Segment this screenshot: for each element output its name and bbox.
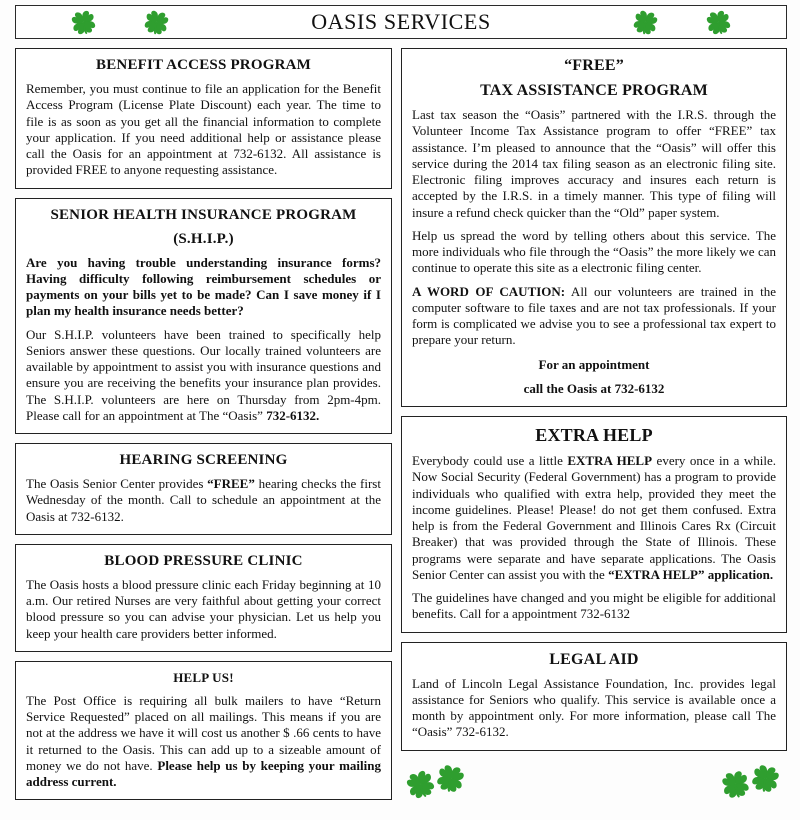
header-clovers-right <box>630 7 734 38</box>
header-clovers-left <box>68 7 172 38</box>
section-title: BLOOD PRESSURE CLINIC <box>104 552 303 569</box>
clover-icon <box>66 4 102 40</box>
clover-icon <box>138 4 175 41</box>
section-title: HEARING SCREENING <box>119 452 288 468</box>
paragraph <box>412 228 776 277</box>
paragraph <box>412 453 776 583</box>
clover-icon <box>745 757 787 799</box>
paragraph <box>26 693 381 791</box>
text-run: Are you having trouble understanding insurance forms? Having difficulty following reimbursement schedules or payments on your bills yet to be made? Can I save money if I plan my health insurance needs better? <box>26 254 381 319</box>
section-title: HELP US! <box>173 669 234 685</box>
section-blood-pressure-clinic <box>15 544 392 652</box>
section-help-us <box>15 661 392 801</box>
text-run: All our volunteers are trained in the computer software to file taxes and are not tax professionals. If your form is complicated we advise you to see a professional tax expert to prepare your return. <box>412 283 776 348</box>
text-run: every once in a while. Now Social Security (Federal Government) has a program to provide individuals who qualified with extra help, provided they meet the income guidelines. Please! Please! do not get them confused. Extra help is from the Federal Government and Illinois Cares Rx (Circuit Breaker) that was provided through the State of Illinois. These programs were separate and have separate applications. The Oasis Senior Center can assist you with the <box>412 453 776 582</box>
clover-icon <box>701 4 737 40</box>
section-extra-help <box>401 416 787 633</box>
section-senior-health-insurance-program <box>15 198 392 435</box>
bottom-clovers-right <box>718 761 783 802</box>
section-benefit-access-program <box>15 48 392 189</box>
section-title: (S.H.I.P.) <box>173 230 234 247</box>
left-column <box>15 48 392 800</box>
text-run: For an appointment <box>538 356 650 372</box>
text-run: Remember, you must continue to file an application for the Benefit Access Program (License Plate Discount) each year. The time to file is as soon as you get all the financial information to complete your application. If you need additional help or assistance please call the Oasis for an appointment at 732-6132. All assistance is provided FREE to anyone requesting assistance. <box>26 81 381 178</box>
section-title: BENEFIT ACCESS PROGRAM <box>96 57 311 73</box>
clover-icon <box>627 4 664 41</box>
text-run: Help us spread the word by telling others about this service. The more individuals who file through the “Oasis” the more likely we can continue to operate this site as a electronic filing center. <box>412 227 776 276</box>
text-run: “FREE” <box>207 476 255 491</box>
page-header <box>15 5 787 39</box>
paragraph <box>412 590 776 623</box>
section-title: TAX ASSISTANCE PROGRAM <box>480 82 708 99</box>
section-hearing-screening <box>15 443 392 535</box>
text-run: The guidelines have changed and you might be eligible for additional benefits. Call for a appointment 732-6132 <box>412 590 776 622</box>
text-run: EXTRA HELP <box>567 453 653 468</box>
paragraph <box>26 255 381 320</box>
bottom-clover-row <box>401 761 787 802</box>
paragraph <box>412 284 776 349</box>
paragraph <box>26 81 381 179</box>
paragraph <box>412 381 776 397</box>
page-title: OASIS SERVICES <box>311 9 491 34</box>
text-run: Please help us by keeping your mailing address current. <box>26 757 381 789</box>
text-run: “EXTRA HELP” application. <box>608 566 774 582</box>
text-run: Our S.H.I.P. volunteers have been trained to specifically help Seniors answer these questions. Our locally trained volunteers are available by appointment to assist you with insurance questions and ensure you are receiving the benefits your insurance plan provides. The S.H.I.P. volunteers are here on Thursday from 2pm-4pm. Please call for an appointment at The “Oasis” <box>26 326 381 423</box>
section-free-tax-assistance-program <box>401 48 787 407</box>
text-run: Land of Lincoln Legal Assistance Foundation, Inc. provides legal assistance for Seniors who qualify. This service is available once a month by appointment only. For more information, please call The “Oasis” 732-6132. <box>412 675 776 740</box>
text-run: hearing checks the first Wednesday of the month. Call to schedule an appointment at the Oasis at 732-6132. <box>26 476 381 524</box>
section-title: LEGAL AID <box>549 650 639 668</box>
content-columns <box>15 48 787 802</box>
text-run: The Post Office is requiring all bulk mailers to have “Return Service Requested” placed on all mailings. This means if you are not at the address we have it will cost us another $ .66 cents to have it returned to the Oasis. This can add up to a sizeable amount of money we do not have. <box>26 692 381 773</box>
section-legal-aid <box>401 642 787 751</box>
text-run: Last tax season the “Oasis” partnered with the I.R.S. through the Volunteer Income Tax Assistance program to offer “FREE” tax assistance. I’m pleased to announce that the “Oasis” will offer this service during the 2014 tax filing season as an electronic filing site. Electronic filing improves accuracy and insures each return is accepted by the I.R.S. in a timely manner. This type of filing will insure a refund check quicker than the “Old” paper system. <box>412 107 776 220</box>
section-title: “FREE” <box>564 57 624 74</box>
paragraph <box>26 327 381 425</box>
clover-icon <box>430 757 472 799</box>
paragraph <box>26 577 381 642</box>
right-column <box>401 48 787 802</box>
paragraph <box>412 357 776 373</box>
section-title: SENIOR HEALTH INSURANCE PROGRAM <box>50 206 357 223</box>
paragraph <box>412 107 776 221</box>
text-run: call the Oasis at 732-6132 <box>523 380 665 396</box>
bottom-clovers-left <box>403 761 468 802</box>
text-run: The Oasis hosts a blood pressure clinic each Friday beginning at 10 a.m. Our retired Nurses are very faithful about getting your correct blood pressure so you can advise your physician. Let us help you keep your health care providers better informed. <box>26 576 381 641</box>
section-title: EXTRA HELP <box>535 425 653 445</box>
text-run: Everybody could use a little <box>412 453 568 468</box>
text-run: A WORD OF CAUTION: <box>412 283 566 299</box>
text-run: 732-6132. <box>266 407 320 423</box>
paragraph <box>26 476 381 525</box>
text-run: The Oasis Senior Center provides <box>26 476 208 491</box>
paragraph <box>412 676 776 741</box>
